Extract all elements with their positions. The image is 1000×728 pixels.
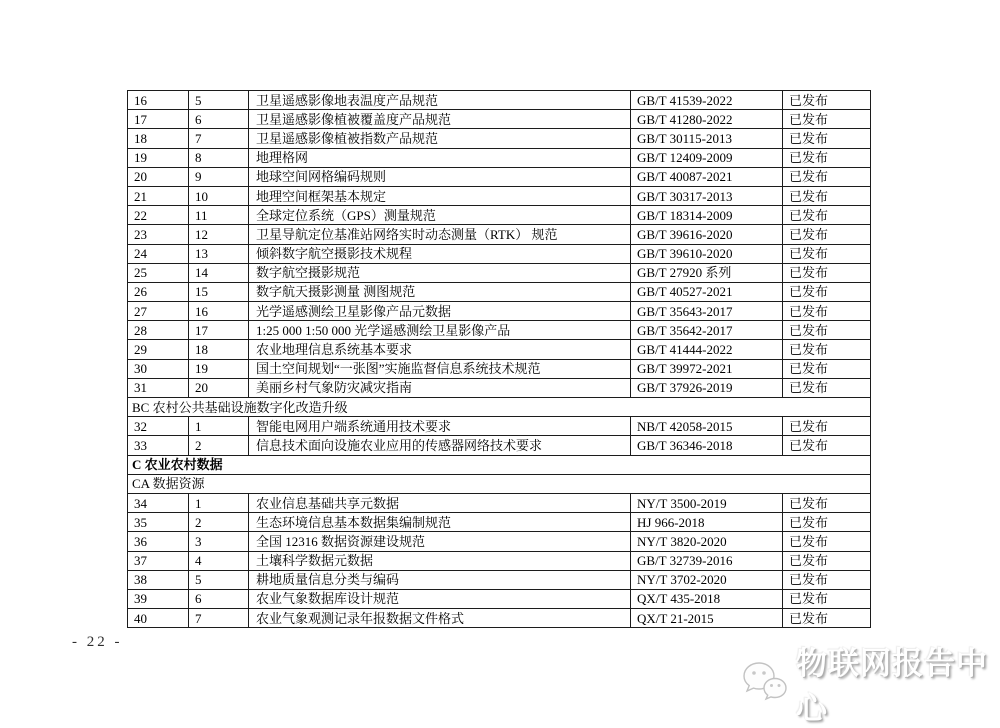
wechat-icon (740, 659, 790, 707)
row-number: 26 (128, 282, 189, 301)
row-number: 39 (128, 589, 189, 608)
row-number: 19 (128, 148, 189, 167)
row-number: 37 (128, 551, 189, 570)
standard-code: GB/T 40527-2021 (631, 282, 783, 301)
status: 已发布 (783, 493, 871, 512)
status: 已发布 (783, 282, 871, 301)
standards-table-body (128, 91, 871, 628)
standard-code: GB/T 35642-2017 (631, 321, 783, 340)
section-row (128, 398, 871, 417)
row-number: 32 (128, 417, 189, 436)
row-number: 24 (128, 244, 189, 263)
status: 已发布 (783, 244, 871, 263)
standard-name: 农业地理信息系统基本要求 (249, 340, 631, 359)
table-row (128, 493, 871, 512)
standard-code: GB/T 39610-2020 (631, 244, 783, 263)
status: 已发布 (783, 206, 871, 225)
table-row (128, 609, 871, 628)
table-row (128, 148, 871, 167)
standard-code: GB/T 41539-2022 (631, 91, 783, 110)
standard-name: 国土空间规划“一张图”实施监督信息系统技术规范 (249, 359, 631, 378)
standard-name: 地理空间框架基本规定 (249, 186, 631, 205)
page-number: - 22 - (72, 634, 123, 650)
table-row (128, 436, 871, 455)
status: 已发布 (783, 225, 871, 244)
row-number: 29 (128, 340, 189, 359)
section-label: C 农业农村数据 (128, 455, 871, 474)
sub-number: 19 (189, 359, 249, 378)
status: 已发布 (783, 129, 871, 148)
sub-number: 6 (189, 589, 249, 608)
section-label: BC 农村公共基础设施数字化改造升级 (128, 398, 871, 417)
sub-number: 5 (189, 570, 249, 589)
status: 已发布 (783, 110, 871, 129)
sub-number: 17 (189, 321, 249, 340)
standard-name: 光学遥感测绘卫星影像产品元数据 (249, 302, 631, 321)
sub-number: 13 (189, 244, 249, 263)
sub-number: 11 (189, 206, 249, 225)
standard-code: GB/T 32739-2016 (631, 551, 783, 570)
standard-name: 卫星遥感影像植被指数产品规范 (249, 129, 631, 148)
status: 已发布 (783, 513, 871, 532)
row-number: 36 (128, 532, 189, 551)
status: 已发布 (783, 417, 871, 436)
table-row (128, 167, 871, 186)
row-number: 25 (128, 263, 189, 282)
standard-code: QX/T 21-2015 (631, 609, 783, 628)
standard-name: 农业气象数据库设计规范 (249, 589, 631, 608)
status: 已发布 (783, 532, 871, 551)
sub-number: 2 (189, 513, 249, 532)
table-row (128, 110, 871, 129)
row-number: 35 (128, 513, 189, 532)
standard-code: NB/T 42058-2015 (631, 417, 783, 436)
standard-name: 耕地质量信息分类与编码 (249, 570, 631, 589)
table-row (128, 513, 871, 532)
table-row (128, 91, 871, 110)
table-row (128, 378, 871, 397)
table-row (128, 417, 871, 436)
status: 已发布 (783, 378, 871, 397)
table-row (128, 206, 871, 225)
standard-code: GB/T 35643-2017 (631, 302, 783, 321)
row-number: 20 (128, 167, 189, 186)
table-row (128, 302, 871, 321)
row-number: 16 (128, 91, 189, 110)
standard-code: GB/T 18314-2009 (631, 206, 783, 225)
standard-code: QX/T 435-2018 (631, 589, 783, 608)
row-number: 30 (128, 359, 189, 378)
sub-number: 1 (189, 493, 249, 512)
sub-number: 2 (189, 436, 249, 455)
table-row (128, 263, 871, 282)
standard-code: GB/T 41444-2022 (631, 340, 783, 359)
sub-number: 15 (189, 282, 249, 301)
row-number: 17 (128, 110, 189, 129)
standard-code: GB/T 36346-2018 (631, 436, 783, 455)
standard-name: 生态环境信息基本数据集编制规范 (249, 513, 631, 532)
table-row (128, 282, 871, 301)
standard-code: GB/T 30317-2013 (631, 186, 783, 205)
status: 已发布 (783, 186, 871, 205)
sub-number: 1 (189, 417, 249, 436)
status: 已发布 (783, 551, 871, 570)
standard-code: GB/T 30115-2013 (631, 129, 783, 148)
table-row (128, 589, 871, 608)
sub-number: 7 (189, 609, 249, 628)
sub-number: 20 (189, 378, 249, 397)
standard-name: 地理格网 (249, 148, 631, 167)
standard-code: NY/T 3820-2020 (631, 532, 783, 551)
standard-code: GB/T 40087-2021 (631, 167, 783, 186)
table-row (128, 570, 871, 589)
section-label: CA 数据资源 (128, 474, 871, 493)
status: 已发布 (783, 589, 871, 608)
section-row (128, 455, 871, 474)
standard-name: 全球定位系统（GPS）测量规范 (249, 206, 631, 225)
row-number: 27 (128, 302, 189, 321)
sub-number: 8 (189, 148, 249, 167)
table-row (128, 321, 871, 340)
table-row (128, 244, 871, 263)
standard-name: 农业气象观测记录年报数据文件格式 (249, 609, 631, 628)
table-row (128, 359, 871, 378)
standard-code: NY/T 3702-2020 (631, 570, 783, 589)
row-number: 33 (128, 436, 189, 455)
standard-code: GB/T 41280-2022 (631, 110, 783, 129)
status: 已发布 (783, 340, 871, 359)
row-number: 34 (128, 493, 189, 512)
standard-code: NY/T 3500-2019 (631, 493, 783, 512)
status: 已发布 (783, 167, 871, 186)
watermark (740, 638, 1000, 728)
row-number: 21 (128, 186, 189, 205)
sub-number: 12 (189, 225, 249, 244)
sub-number: 18 (189, 340, 249, 359)
standard-code: HJ 966-2018 (631, 513, 783, 532)
sub-number: 9 (189, 167, 249, 186)
standard-name: 卫星遥感影像植被覆盖度产品规范 (249, 110, 631, 129)
table-row (128, 186, 871, 205)
sub-number: 16 (189, 302, 249, 321)
standard-name: 倾斜数字航空摄影技术规程 (249, 244, 631, 263)
status: 已发布 (783, 359, 871, 378)
row-number: 18 (128, 129, 189, 148)
sub-number: 7 (189, 129, 249, 148)
standard-name: 数字航天摄影测量 测图规范 (249, 282, 631, 301)
standard-name: 全国 12316 数据资源建设规范 (249, 532, 631, 551)
standard-name: 卫星导航定位基准站网络实时动态测量（RTK） 规范 (249, 225, 631, 244)
table-row (128, 532, 871, 551)
status: 已发布 (783, 321, 871, 340)
status: 已发布 (783, 609, 871, 628)
standard-name: 土壤科学数据元数据 (249, 551, 631, 570)
row-number: 38 (128, 570, 189, 589)
standard-code: GB/T 39616-2020 (631, 225, 783, 244)
sub-number: 4 (189, 551, 249, 570)
status: 已发布 (783, 302, 871, 321)
row-number: 28 (128, 321, 189, 340)
standard-name: 信息技术面向设施农业应用的传感器网络技术要求 (249, 436, 631, 455)
status: 已发布 (783, 148, 871, 167)
standard-name: 地球空间网格编码规则 (249, 167, 631, 186)
standard-name: 1:25 000 1:50 000 光学遥感测绘卫星影像产品 (249, 321, 631, 340)
standard-name: 美丽乡村气象防灾减灾指南 (249, 378, 631, 397)
table-row (128, 129, 871, 148)
sub-number: 5 (189, 91, 249, 110)
table-row (128, 551, 871, 570)
row-number: 22 (128, 206, 189, 225)
standard-name: 智能电网用户端系统通用技术要求 (249, 417, 631, 436)
status: 已发布 (783, 570, 871, 589)
status: 已发布 (783, 91, 871, 110)
standard-name: 农业信息基础共享元数据 (249, 493, 631, 512)
standard-code: GB/T 37926-2019 (631, 378, 783, 397)
watermark-text: 物联网报告中心 (796, 646, 988, 726)
standard-name: 卫星遥感影像地表温度产品规范 (249, 91, 631, 110)
standard-code: GB/T 27920 系列 (631, 263, 783, 282)
sub-number: 14 (189, 263, 249, 282)
table-row (128, 225, 871, 244)
status: 已发布 (783, 263, 871, 282)
standard-code: GB/T 12409-2009 (631, 148, 783, 167)
standards-table (127, 90, 871, 628)
sub-number: 6 (189, 110, 249, 129)
sub-number: 10 (189, 186, 249, 205)
status: 已发布 (783, 436, 871, 455)
section-row (128, 474, 871, 493)
row-number: 40 (128, 609, 189, 628)
sub-number: 3 (189, 532, 249, 551)
standard-code: GB/T 39972-2021 (631, 359, 783, 378)
standard-name: 数字航空摄影规范 (249, 263, 631, 282)
row-number: 31 (128, 378, 189, 397)
table-row (128, 340, 871, 359)
row-number: 23 (128, 225, 189, 244)
